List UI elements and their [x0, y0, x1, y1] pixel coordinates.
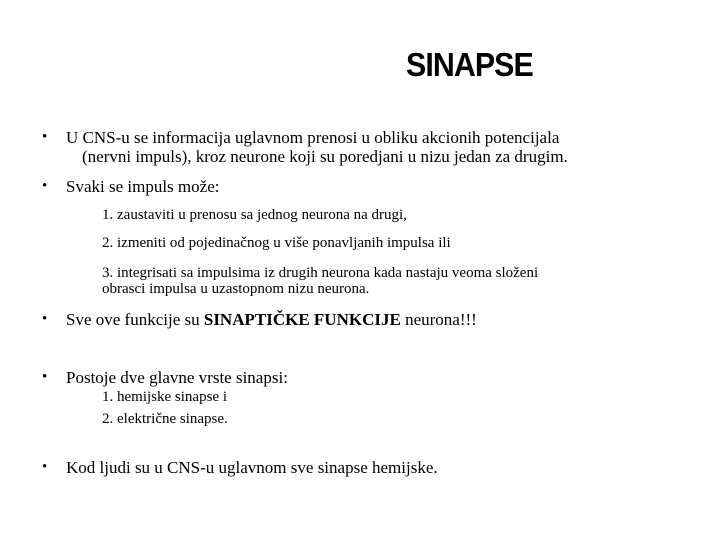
bullet-5-text: Kod ljudi su u CNS-u uglavnom sve sinapse hemijske. [66, 458, 438, 477]
bullet-dot: • [42, 369, 48, 385]
bullet-2-text: Svaki se impuls može: [66, 177, 220, 196]
bullet-dot: • [42, 178, 48, 194]
bullet-item-5 [42, 458, 438, 477]
bullet-1-line-2: (nervni impuls), kroz neurone koji su poredjani u nizu jedan za drugim. [82, 147, 568, 166]
sub-item-3-line-1: 3. integrisati sa impulsima iz drugih neurona kada nastaju veoma složeni [102, 265, 539, 281]
bullet-item-3 [42, 310, 477, 329]
bullet-3-text-pre: Sve ove funkcije su [66, 310, 204, 329]
sub-item-3 [102, 265, 538, 297]
bullet-item-4 [42, 368, 288, 387]
bullet-4-text: Postoje dve glavne vrste sinapsi: [66, 368, 288, 387]
bullet-1-line-1: U CNS-u se informacija uglavnom prenosi u obliku akcionih potencijala [66, 128, 560, 147]
sub-item-5: 2. električne sinapse. [102, 411, 228, 427]
bullet-3-text-post: neurona!!! [400, 310, 477, 329]
bullet-item-2 [42, 177, 220, 196]
sub-item-4: 1. hemijske sinapse i [102, 389, 227, 405]
sub-item-1: 1. zaustaviti u prenosu sa jednog neurona na drugi, [102, 207, 407, 223]
bullet-dot: • [42, 459, 48, 475]
bullet-dot: • [42, 129, 48, 145]
bullet-dot: • [42, 311, 48, 327]
sub-item-3-line-2: obrasci impulsa u uzastopnom nizu neurona. [102, 281, 370, 297]
bullet-3-text-bold: SINAPTIČKE FUNKCIJE [203, 310, 401, 329]
slide-title: SINAPSE [406, 46, 533, 83]
bullet-item-1 [42, 128, 568, 166]
sub-item-2: 2. izmeniti od pojedinačnog u više ponavljanih impulsa ili [102, 235, 451, 251]
